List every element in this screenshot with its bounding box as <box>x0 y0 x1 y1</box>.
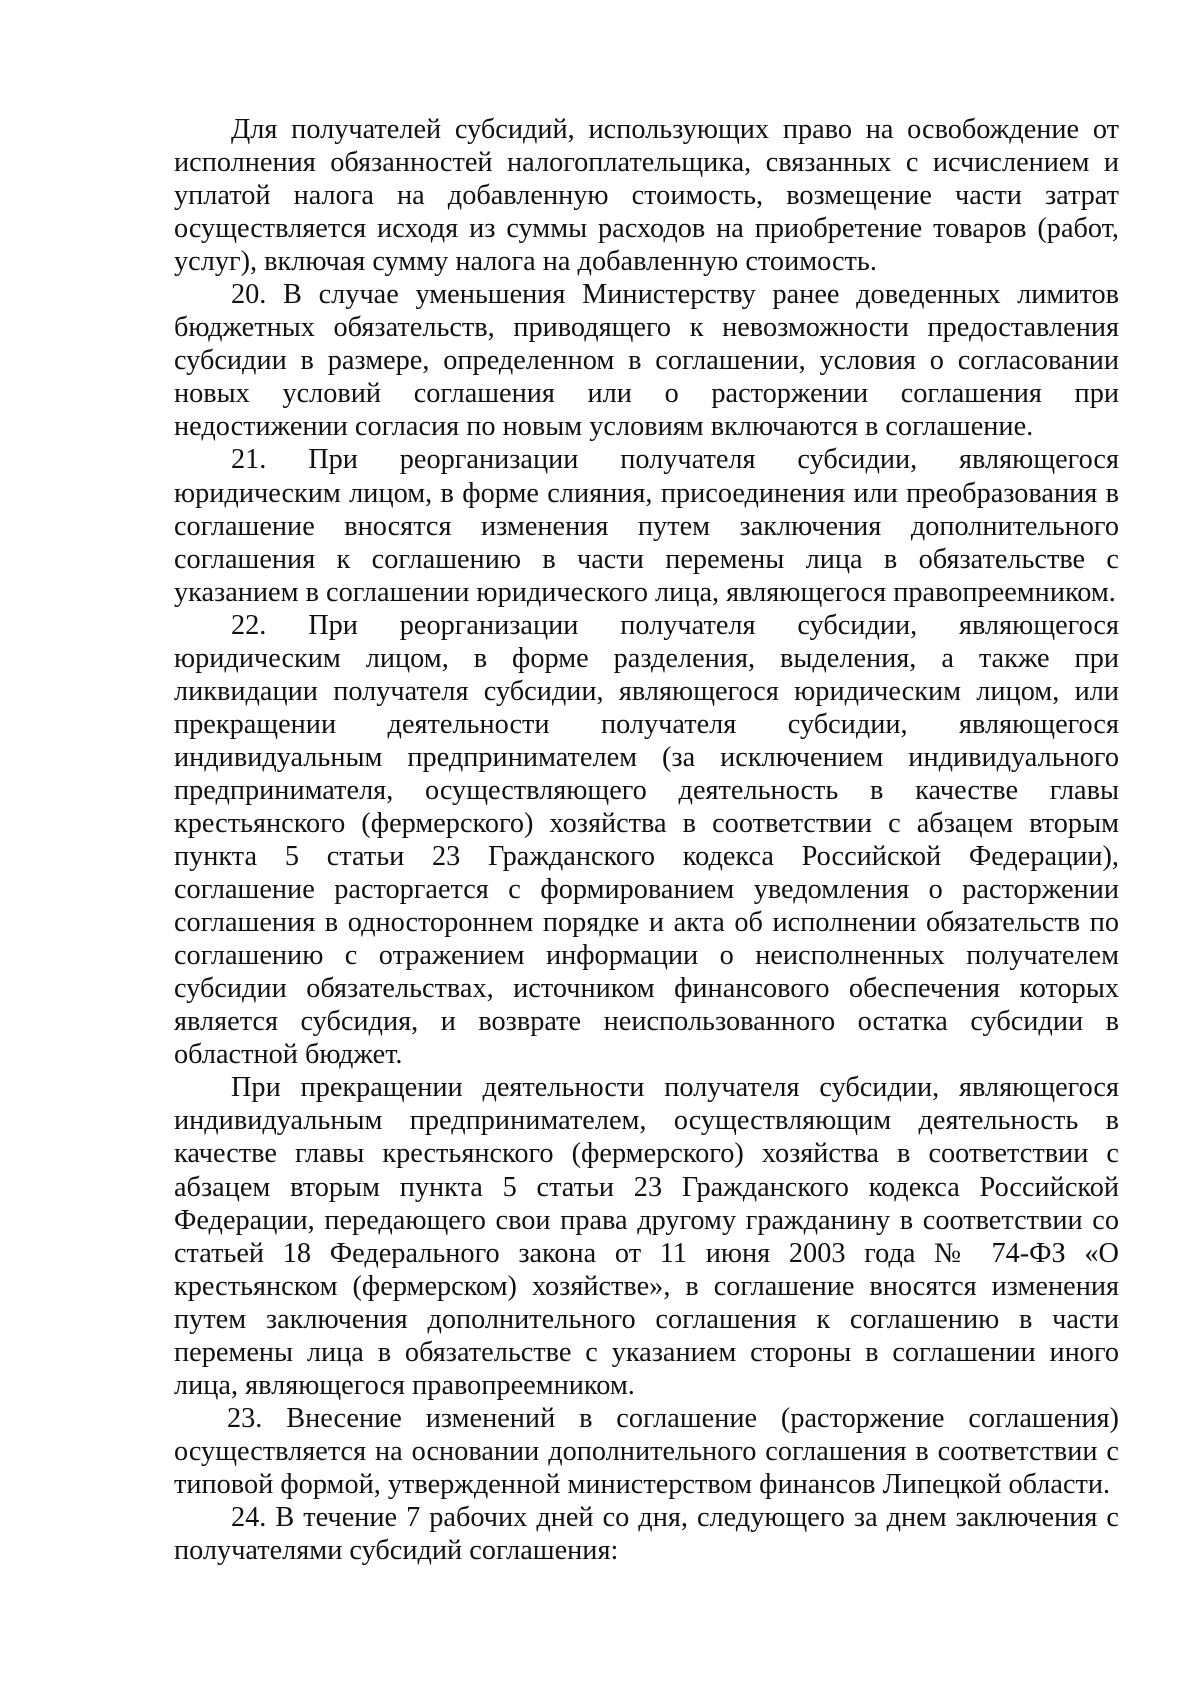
paragraph-item-22: 22. При реорганизации получателя субсидии, являющегося юридическим лицом, в форме разделения, выделения, а также при ликвидации получателя субсидии, являющегося юридическим лицом, или прекращении деятельности получателя субсидии, являющегося индивидуальным предпринимателем (за исключением индивидуального предпринимателя, осуществляющего деятельность в качестве главы крестьянского (фермерского) хозяйства в соответствии с абзацем вторым пункта 5 статьи 23 Гражданского кодекса Российской Федерации), соглашение расторгается с формированием уведомления о расторжении соглашения в одностороннем порядке и акта об исполнении обязательств по соглашению с отражением информации о неисполненных получателем субсидии обязательствах, источником финансового обеспечения которых является субсидия, и возврате неиспользованного остатка субсидии в областной бюджет. <box>174 609 1119 1071</box>
paragraph-farm-termination: При прекращении деятельности получателя субсидии, являющегося индивидуальным предпринимателем, осуществляющим деятельность в качестве главы крестьянского (фермерского) хозяйства в соответствии с абзацем вторым пункта 5 статьи 23 Гражданского кодекса Российской Федерации, передающего свои права другому гражданину в соответствии со статьей 18 Федерального закона от 11 июня 2003 года № 74-ФЗ «О крестьянском (фермерском) хозяйстве», в соглашение вносятся изменения путем заключения дополнительного соглашения к соглашению в части перемены лица в обязательстве с указанием стороны в соглашении иного лица, являющегося правопреемником. <box>174 1072 1119 1401</box>
document-body <box>174 113 1119 1567</box>
paragraph-item-21: 21. При реорганизации получателя субсидии, являющегося юридическим лицом, в форме слияния, присоединения или преобразования в соглашение вносятся изменения путем заключения дополнительного соглашения к соглашению в части перемены лица в обязательстве с указанием в соглашении юридического лица, являющегося правопреемником. <box>174 444 1119 608</box>
paragraph-item-23: 23. Внесение изменений в соглашение (расторжение соглашения) осуществляется на основании дополнительного соглашения в соответствии с типовой формой, утвержденной министерством финансов Липецкой области. <box>174 1402 1119 1500</box>
paragraph-item-20: 20. В случае уменьшения Министерству ранее доведенных лимитов бюджетных обязательств, приводящего к невозможности предоставления субсидии в размере, определенном в соглашении, условия о согласовании новых условий соглашения или о расторжении соглашения при недостижении согласия по новым условиям включаются в соглашение. <box>174 279 1119 443</box>
paragraph-item-24: 24. В течение 7 рабочих дней со дня, следующего за днем заключения с получателями субсидий соглашения: <box>174 1501 1119 1567</box>
paragraph-vat-exemption: Для получателей субсидий, использующих право на освобождение от исполнения обязанностей налогоплательщика, связанных с исчислением и уплатой налога на добавленную стоимость, возмещение части затрат осуществляется исходя из суммы расходов на приобретение товаров (работ, услуг), включая сумму налога на добавленную стоимость. <box>174 114 1119 278</box>
